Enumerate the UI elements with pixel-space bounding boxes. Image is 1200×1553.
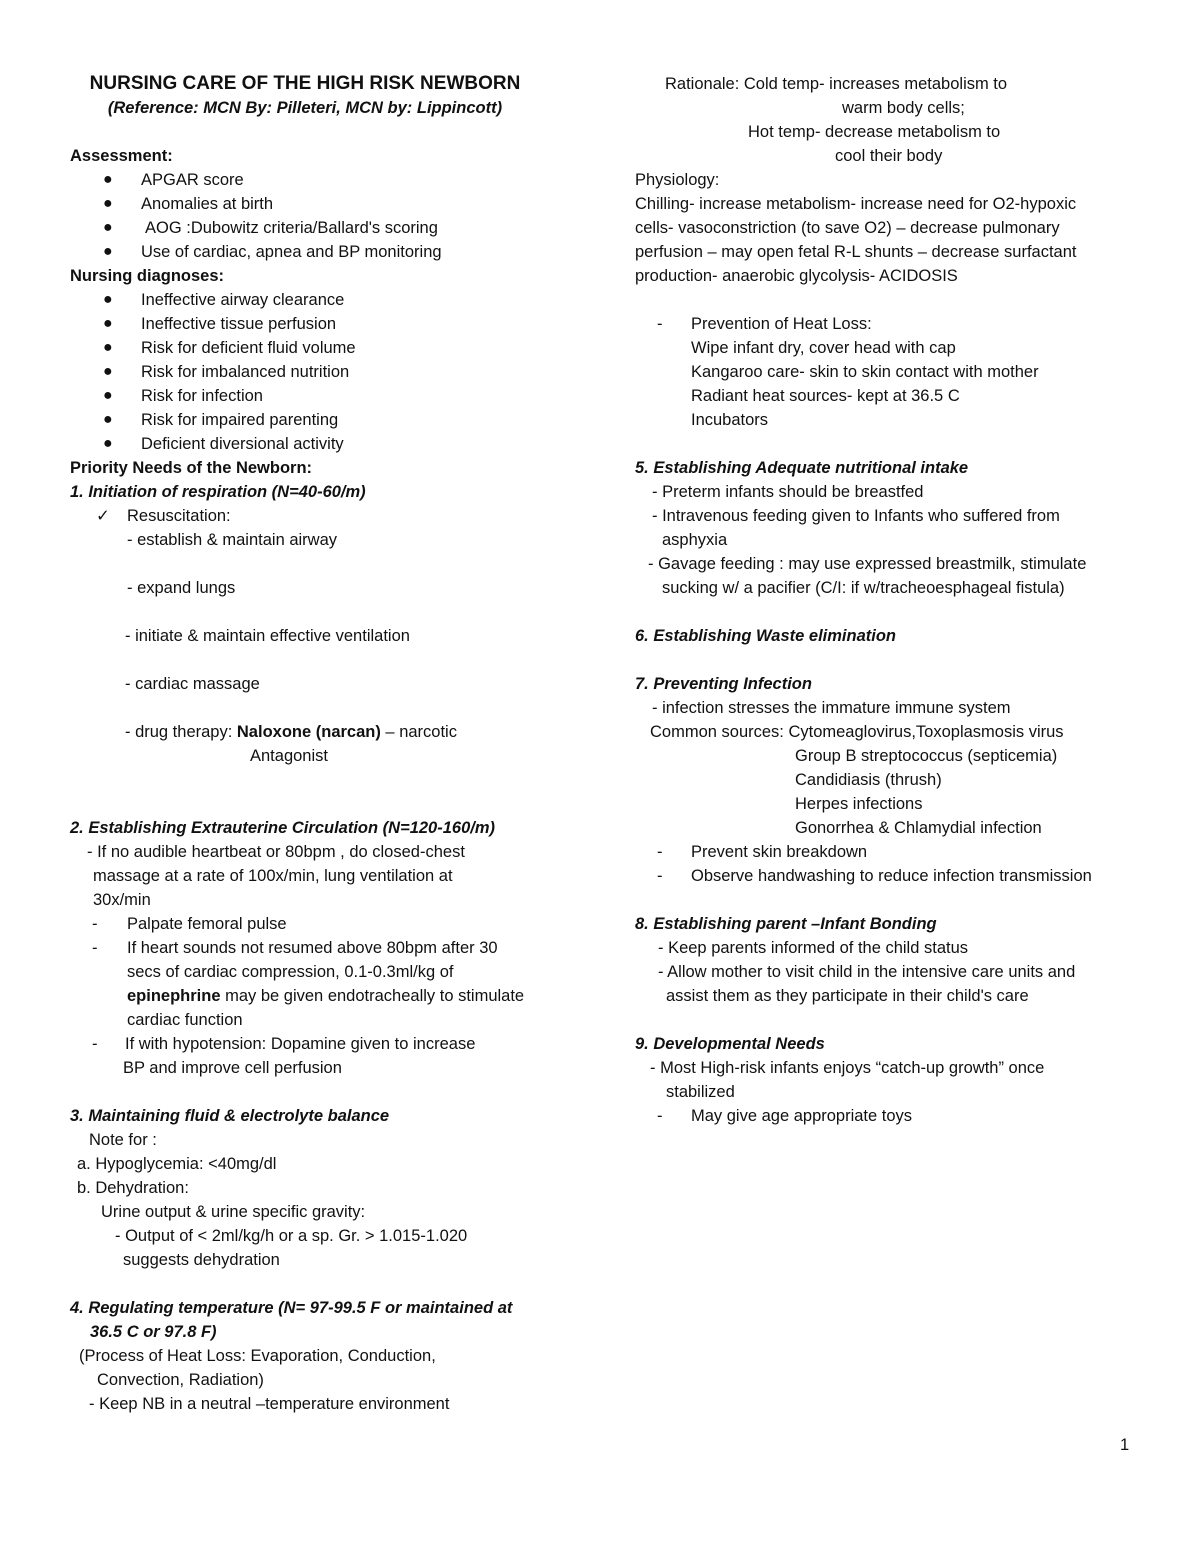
physiology-heading: Physiology:: [635, 171, 720, 189]
bullet-icon: ●: [103, 411, 113, 428]
section-3-title: 3. Maintaining fluid & electrolyte balance: [70, 1107, 390, 1125]
text-line: Herpes infections: [795, 795, 923, 813]
section-9-title: 9. Developmental Needs: [635, 1035, 825, 1053]
text-line: perfusion – may open fetal R-L shunts – decrease surfactant: [635, 243, 1077, 261]
section-5-title: 5. Establishing Adequate nutritional intake: [635, 459, 969, 477]
text-line: Radiant heat sources- kept at 36.5 C: [691, 387, 960, 405]
list-item: - Prevention of Heat Loss:: [657, 315, 872, 333]
list-item: ● Risk for infection: [70, 384, 590, 408]
text-line: - expand lungs: [127, 579, 236, 597]
text-line: - Gavage feeding : may use expressed breastmilk, stimulate: [648, 555, 1087, 573]
bullet-icon: ●: [103, 339, 113, 356]
text-line: Common sources: Cytomeaglovirus,Toxoplasmosis virus: [650, 723, 1064, 741]
text-line: secs of cardiac compression, 0.1-0.3ml/kg of: [127, 963, 454, 981]
section-4-title: 4. Regulating temperature (N= 97-99.5 F or maintained at: [70, 1299, 513, 1317]
text-line: sucking w/ a pacifier (C/I: if w/tracheoesphageal fistula): [662, 579, 1065, 597]
text-line: cool their body: [835, 147, 943, 165]
text-line: Antagonist: [250, 747, 328, 765]
left-column: [70, 72, 590, 1416]
bullet-icon: ●: [103, 291, 113, 308]
text-line: a. Hypoglycemia: <40mg/dl: [77, 1155, 277, 1173]
bullet-icon: ●: [103, 387, 113, 404]
text-line: asphyxia: [662, 531, 728, 549]
text-line: b. Dehydration:: [77, 1179, 189, 1197]
text-line: - Allow mother to visit child in the intensive care units and: [658, 963, 1076, 981]
text-line: - initiate & maintain effective ventilation: [125, 627, 410, 645]
text-line: Gonorrhea & Chlamydial infection: [795, 819, 1042, 837]
text-line: - Most High-risk infants enjoys “catch-up growth” once: [650, 1059, 1045, 1077]
bullet-icon: ●: [103, 363, 113, 380]
bullet-icon: ●: [103, 219, 113, 236]
text-line: Wipe infant dry, cover head with cap: [691, 339, 956, 357]
list-item: ● Anomalies at birth: [70, 192, 590, 216]
text-line: Incubators: [691, 411, 769, 429]
bullet-icon: ●: [103, 171, 113, 188]
text-line: Urine output & urine specific gravity:: [101, 1203, 366, 1221]
text-line: cells- vasoconstriction (to save O2) – decrease pulmonary: [635, 219, 1060, 237]
text-line: warm body cells;: [842, 99, 965, 117]
text-line: BP and improve cell perfusion: [123, 1059, 342, 1077]
list-item: ✓ Resuscitation:: [70, 504, 590, 528]
list-item: ● APGAR score: [70, 168, 590, 192]
text-line: Note for :: [89, 1131, 157, 1149]
text-line: stabilized: [666, 1083, 735, 1101]
text-line: - infection stresses the immature immune system: [652, 699, 1011, 717]
text-line: assist them as they participate in their child's care: [666, 987, 1029, 1005]
text-line: Group B streptococcus (septicemia): [795, 747, 1058, 765]
section-8-title: 8. Establishing parent –Infant Bonding: [635, 915, 937, 933]
bullet-icon: ●: [103, 435, 113, 452]
right-column: [635, 72, 1155, 1128]
page-number: 1: [1120, 1436, 1130, 1454]
text-line: suggests dehydration: [123, 1251, 280, 1269]
priority-heading: Priority Needs of the Newborn:: [70, 459, 313, 477]
bullet-icon: ●: [103, 195, 113, 212]
text-line: Rationale: Cold temp- increases metabolism to: [665, 75, 1008, 93]
text-line: Hot temp- decrease metabolism to: [748, 123, 1001, 141]
text-line: cardiac function: [127, 1011, 243, 1029]
list-item: ● Risk for imbalanced nutrition: [70, 360, 590, 384]
bullet-icon: ●: [103, 315, 113, 332]
text-line: - Keep parents informed of the child status: [658, 939, 969, 957]
text-line: Candidiasis (thrush): [795, 771, 942, 789]
text-line: Kangaroo care- skin to skin contact with mother: [691, 363, 1039, 381]
list-item: - Palpate femoral pulse: [92, 915, 287, 933]
document-title: NURSING CARE OF THE HIGH RISK NEWBORN: [89, 73, 521, 94]
text-line: massage at a rate of 100x/min, lung ventilation at: [93, 867, 453, 885]
list-item: ● Risk for impaired parenting: [70, 408, 590, 432]
text-line: - cardiac massage: [125, 675, 260, 693]
text-line: Convection, Radiation): [97, 1371, 264, 1389]
list-item: ● Risk for deficient fluid volume: [70, 336, 590, 360]
list-item: ● AOG :Dubowitz criteria/Ballard's scoring: [70, 216, 590, 240]
list-item: ● Ineffective airway clearance: [70, 288, 590, 312]
text-line: 30x/min: [93, 891, 151, 909]
section-2-title: 2. Establishing Extrauterine Circulation (N=120-160/m): [70, 819, 496, 837]
text-line: Chilling- increase metabolism- increase need for O2-hypoxic: [635, 195, 1077, 213]
list-item: - If with hypotension: Dopamine given to increase: [92, 1035, 476, 1053]
list-item: ● Use of cardiac, apnea and BP monitoring: [70, 240, 590, 264]
text-line: production- anaerobic glycolysis- ACIDOSIS: [635, 267, 958, 285]
text-line: - If no audible heartbeat or 80bpm , do closed-chest: [87, 843, 465, 861]
reference-line: (Reference: MCN By: Pilleteri, MCN by: Lippincott): [107, 99, 503, 117]
list-item: - Prevent skin breakdown: [657, 843, 868, 861]
list-item: - Observe handwashing to reduce infection transmission: [657, 867, 1092, 885]
section-7-title: 7. Preventing Infection: [635, 675, 812, 693]
bullet-icon: ●: [103, 243, 113, 260]
text-line: (Process of Heat Loss: Evaporation, Conduction,: [79, 1347, 436, 1365]
text-line: epinephrine may be given endotracheally to stimulate: [127, 987, 525, 1005]
list-item: - If heart sounds not resumed above 80bpm after 30: [92, 939, 498, 957]
section-6-title: 6. Establishing Waste elimination: [635, 627, 897, 645]
assessment-heading: Assessment:: [70, 147, 173, 165]
text-line: - Intravenous feeding given to Infants who suffered from: [652, 507, 1060, 525]
section-1-title: 1. Initiation of respiration (N=40-60/m): [70, 483, 366, 501]
diagnoses-heading: Nursing diagnoses:: [70, 267, 225, 285]
text-line: - establish & maintain airway: [127, 531, 338, 549]
list-item: - May give age appropriate toys: [657, 1107, 913, 1125]
text-line: - Keep NB in a neutral –temperature environment: [89, 1395, 450, 1413]
checkmark-icon: ✓: [96, 507, 110, 525]
text-line: - drug therapy: Naloxone (narcan) – narcotic: [125, 723, 457, 741]
list-item: ● Deficient diversional activity: [70, 432, 590, 456]
text-line: - Preterm infants should be breastfed: [652, 483, 924, 501]
section-4-title-cont: 36.5 C or 97.8 F): [90, 1323, 217, 1341]
list-item: ● Ineffective tissue perfusion: [70, 312, 590, 336]
text-line: - Output of < 2ml/kg/h or a sp. Gr. > 1.015-1.020: [115, 1227, 468, 1245]
